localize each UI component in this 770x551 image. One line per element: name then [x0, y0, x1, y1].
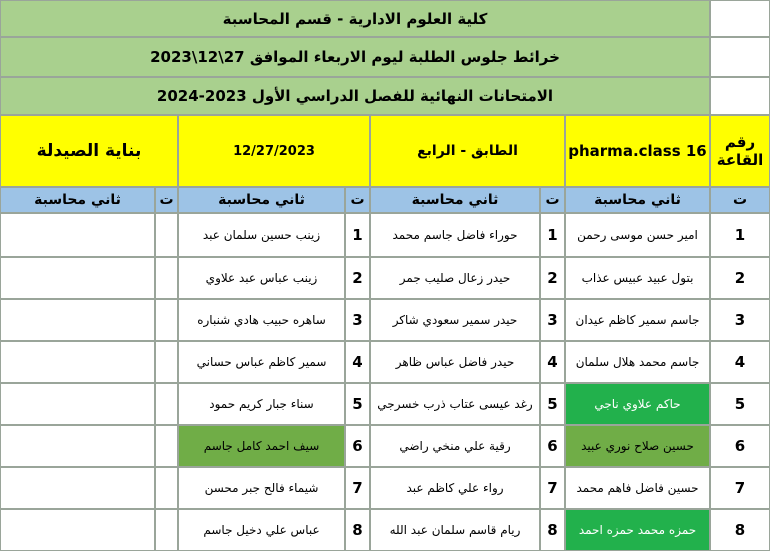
building-name: بناية الصيدلة	[0, 115, 178, 187]
student-name: سناء جبار كريم حمود	[178, 383, 345, 425]
empty-name	[0, 509, 155, 551]
empty-name	[0, 467, 155, 509]
student-name: رواء علي كاظم عبد	[370, 467, 540, 509]
floor-label: الطابق - الرابع	[370, 115, 565, 187]
seat-number: 3	[710, 299, 770, 341]
student-name: سمير كاظم عباس حساني	[178, 341, 345, 383]
seq-header: ت	[540, 187, 565, 213]
seq-header: ت	[345, 187, 370, 213]
student-name: زينب عباس عبد علاوي	[178, 257, 345, 299]
student-name: جاسم محمد هلال سلمان	[565, 341, 710, 383]
seat-number: 6	[710, 425, 770, 467]
seat-number: 4	[710, 341, 770, 383]
student-name: حيدر فاضل عباس ظاهر	[370, 341, 540, 383]
seat-number: 5	[710, 383, 770, 425]
empty-seq	[155, 213, 178, 257]
seat-number: 3	[345, 299, 370, 341]
margin-cell	[710, 37, 770, 77]
seat-number: 3	[540, 299, 565, 341]
group-header: ثاني محاسبة	[565, 187, 710, 213]
seat-number: 5	[345, 383, 370, 425]
empty-name	[0, 299, 155, 341]
seat-number: 4	[540, 341, 565, 383]
group-header: ثاني محاسبة	[0, 187, 155, 213]
student-name: ريام قاسم سلمان عبد الله	[370, 509, 540, 551]
empty-seq	[155, 341, 178, 383]
student-name: زينب حسين سلمان عبد	[178, 213, 345, 257]
margin-cell	[710, 77, 770, 115]
seat-number: 8	[540, 509, 565, 551]
seat-number: 7	[540, 467, 565, 509]
empty-seq	[155, 509, 178, 551]
seat-number: 8	[710, 509, 770, 551]
student-name: حيدر زعال صليب جمر	[370, 257, 540, 299]
seat-number: 1	[540, 213, 565, 257]
seat-number: 2	[540, 257, 565, 299]
college-title: كلية العلوم الادارية - قسم المحاسبة	[0, 0, 710, 37]
seat-number: 5	[540, 383, 565, 425]
empty-seq	[155, 425, 178, 467]
seat-number: 7	[345, 467, 370, 509]
seat-number: 8	[345, 509, 370, 551]
empty-seq	[155, 257, 178, 299]
student-name: ساهره حبيب هادي شنباره	[178, 299, 345, 341]
seat-number: 6	[540, 425, 565, 467]
seat-number: 6	[345, 425, 370, 467]
exam-date: 12/27/2023	[178, 115, 370, 187]
hall-name: pharma.class 16	[565, 115, 710, 187]
group-header: ثاني محاسبة	[370, 187, 540, 213]
student-name: حسين صلاح نوري عبيد	[565, 425, 710, 467]
student-name: رقية علي منخي راضي	[370, 425, 540, 467]
student-name: جاسم سمير كاظم عيدان	[565, 299, 710, 341]
student-name: حيدر سمير سعودي شاكر	[370, 299, 540, 341]
exams-title: الامتحانات النهائية للفصل الدراسي الأول 2023-2024	[0, 77, 710, 115]
empty-seq	[155, 467, 178, 509]
group-header: ثاني محاسبة	[178, 187, 345, 213]
student-name: حاكم علاوي ناجي	[565, 383, 710, 425]
seat-number: 1	[710, 213, 770, 257]
student-name: رغد عيسى عتاب ذرب خسرجي	[370, 383, 540, 425]
empty-seq	[155, 383, 178, 425]
student-name: سيف احمد كامل جاسم	[178, 425, 345, 467]
empty-name	[0, 213, 155, 257]
student-name: شيماء فالح جبر محسن	[178, 467, 345, 509]
empty-name	[0, 425, 155, 467]
hall-label: رقم القاعة	[710, 115, 770, 187]
empty-name	[0, 257, 155, 299]
seating-title: خرائط جلوس الطلبة ليوم الاربعاء الموافق 27\12\2023	[0, 37, 710, 77]
empty-name	[0, 383, 155, 425]
empty-name	[0, 341, 155, 383]
seat-number: 1	[345, 213, 370, 257]
seq-header: ت	[710, 187, 770, 213]
student-name: حمزه محمد حمزه احمد	[565, 509, 710, 551]
seat-number: 2	[710, 257, 770, 299]
student-name: حوراء فاضل جاسم محمد	[370, 213, 540, 257]
empty-seq	[155, 299, 178, 341]
margin-cell	[710, 0, 770, 37]
student-name: حسين فاضل فاهم محمد	[565, 467, 710, 509]
student-name: بتول عبيد عبيس عذاب	[565, 257, 710, 299]
student-name: امير حسن موسى رحمن	[565, 213, 710, 257]
seq-header: ت	[155, 187, 178, 213]
student-name: عباس علي دخيل جاسم	[178, 509, 345, 551]
seat-number: 2	[345, 257, 370, 299]
seat-number: 4	[345, 341, 370, 383]
seat-number: 7	[710, 467, 770, 509]
